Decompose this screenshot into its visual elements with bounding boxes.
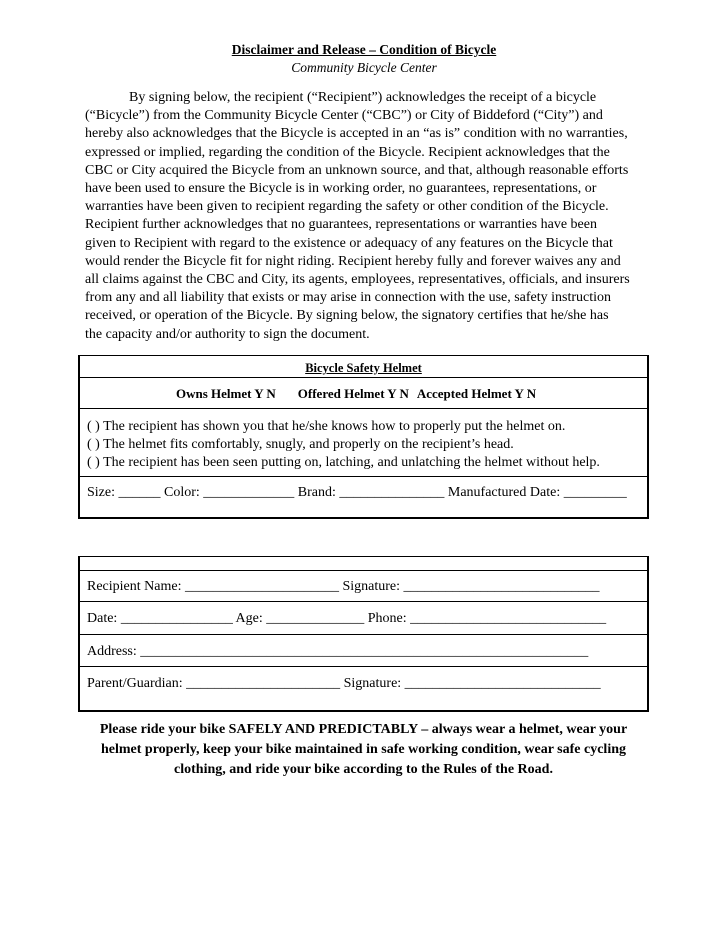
paragraph-line: have been used to ensure the Bicycle is in working order, no guarantees, representations, or: [85, 181, 597, 197]
guardian-row[interactable]: Parent/Guardian: ______________________ Signature: ____________________________: [87, 676, 601, 691]
paragraph-line: hereby also acknowledges that the Bicycle is accepted in an “as is” condition with no warranties,: [85, 126, 628, 142]
address-row[interactable]: Address: ________________________________________________________________: [87, 644, 589, 659]
offered-helmet-field[interactable]: Offered Helmet Y N: [297, 386, 409, 401]
paragraph-line: expressed or implied, regarding the condition of the Bicycle. Recipient acknowledges that the: [85, 144, 610, 160]
date-age-phone-row[interactable]: Date: ________________ Age: ______________ Phone: ____________________________: [87, 611, 607, 626]
divider: [80, 476, 647, 477]
recipient-section: [78, 556, 649, 712]
helmet-check-row[interactable]: ( ) The recipient has shown you that he/she knows how to properly put the helmet on.: [87, 419, 566, 434]
document-subtitle: Community Bicycle Center: [291, 60, 437, 75]
paragraph-line: warranties have been given to recipient regarding the safety or other condition of the Bicycle.: [85, 199, 609, 215]
divider: [80, 570, 647, 571]
safety-reminder-line: helmet properly, keep your bike maintained in safe working condition, wear safe cycling: [100, 742, 626, 757]
paragraph-line: Recipient further acknowledges that no guarantees, representations or warranties have been: [85, 217, 597, 233]
owns-helmet-field[interactable]: Owns Helmet Y N: [176, 386, 276, 401]
paragraph-line: CBC or City acquired the Bicycle from an unknown source, and that, although reasonable efforts: [85, 162, 629, 178]
paragraph-line: By signing below, the recipient (“Recipient”) acknowledges the receipt of a bicycle: [129, 90, 597, 105]
helmet-check-row[interactable]: ( ) The helmet fits comfortably, snugly, and properly on the recipient’s head.: [87, 437, 514, 452]
helmet-check-row[interactable]: ( ) The recipient has been seen putting on, latching, and unlatching the helmet without help.: [87, 455, 600, 470]
divider: [80, 408, 647, 409]
helmet-heading: Bicycle Safety Helmet: [305, 361, 422, 375]
accepted-helmet-field[interactable]: Accepted Helmet Y N: [416, 386, 537, 401]
document-title: Disclaimer and Release – Condition of Bicycle: [231, 42, 497, 57]
paragraph-line: from any and all liability that exists or may arise in connection with the use, safety instruction: [85, 290, 612, 306]
helmet-status-row: [80, 385, 647, 403]
disclaimer-paragraph: [85, 89, 655, 344]
safety-reminder-line: clothing, and ride your bike according to the Rules of the Road.: [174, 762, 553, 777]
helmet-details-row[interactable]: Size: ______ Color: _____________ Brand: _______________ Manufactured Date: _________: [87, 485, 627, 500]
paragraph-line: (“Bicycle”) from the Community Bicycle Center (“CBC”) or City of Biddeford (“City”) and: [85, 108, 603, 124]
paragraph-line: would render the Bicycle fit for night riding. Recipient hereby fully and forever waives any and: [85, 253, 621, 269]
paragraph-line: received, or operation of the Bicycle. By signing below, the signatory certifies that he/she has: [85, 308, 609, 324]
paragraph-line: given to Recipient with regard to the existence or adequacy of any features on the Bicycle that: [85, 235, 613, 251]
divider: [80, 666, 647, 667]
safety-reminder: [78, 720, 649, 780]
paragraph-line: all claims against the CBC and City, its agents, employees, representatives, officials, and insurers: [85, 272, 630, 288]
safety-reminder-line: Please ride your bike SAFELY AND PREDICTABLY – always wear a helmet, wear your: [99, 722, 628, 737]
helmet-section: [78, 355, 649, 519]
divider: [80, 601, 647, 602]
divider: [80, 634, 647, 635]
paragraph-line: the capacity and/or authority to sign the document.: [85, 326, 370, 342]
divider: [80, 377, 647, 378]
recipient-name-row[interactable]: Recipient Name: ______________________ Signature: ____________________________: [87, 579, 600, 594]
